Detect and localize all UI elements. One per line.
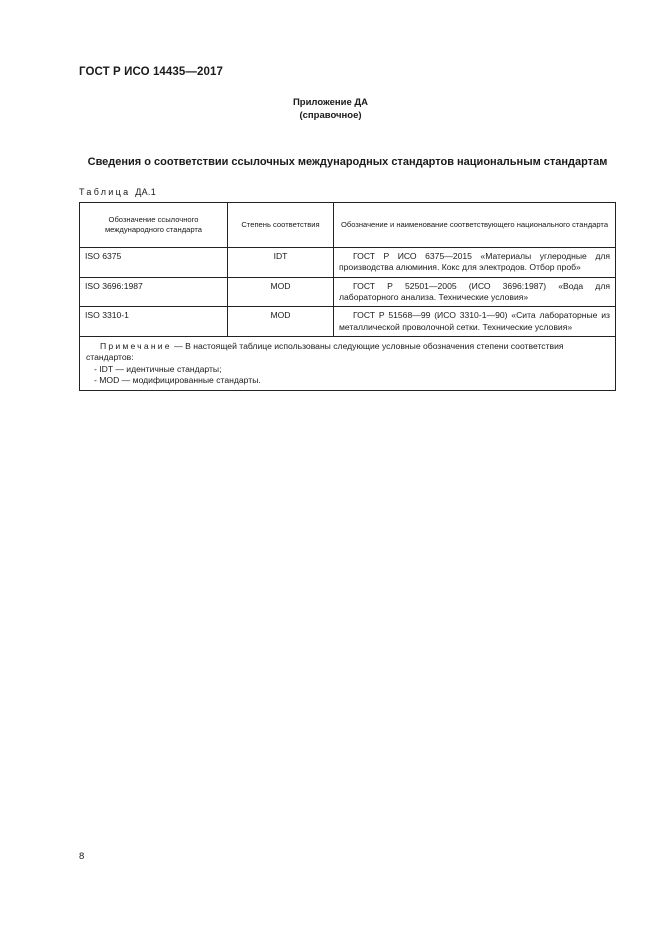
cell-national-standard: ГОСТ Р 52501—2005 (ИСО 3696:1987) «Вода для лабораторного анализа. Технические условия» [334, 277, 616, 307]
note-item: - IDT — идентичные стандарты; [94, 363, 222, 374]
cell-degree: MOD [228, 277, 334, 307]
cell-national-standard: ГОСТ Р ИСО 6375—2015 «Материалы углеродные для производства алюминия. Кокс для электродов. Отбор проб» [334, 248, 616, 278]
table-note [80, 337, 616, 391]
cell-national-standard: ГОСТ Р 51568—99 (ИСО 3310-1—90) «Сита лабораторные из металлической проволочной сетки. Технические условия» [334, 307, 616, 337]
header-national-standard: Обозначение и наименование соответствующего национального стандарта [334, 203, 616, 248]
header-intl-standard: Обозначение ссылочного международного стандарта [80, 203, 228, 248]
cell-intl-standard: ISO 3696:1987 [80, 277, 228, 307]
note-text: — В настоящей таблице использованы следующие условные обозначения степени соответствия стандартов: [86, 341, 564, 363]
table-header-row [80, 203, 616, 248]
cell-degree: IDT [228, 248, 334, 278]
header-degree: Степень соответствия [228, 203, 334, 248]
table-caption-number: ДА.1 [135, 187, 157, 197]
note-item: - MOD — модифицированные стандарты. [94, 375, 261, 386]
table-row [80, 248, 616, 278]
note-label: Примечание [100, 341, 172, 352]
cell-intl-standard: ISO 6375 [80, 248, 228, 278]
cell-degree: MOD [228, 307, 334, 337]
annex-kind: (справочное) [299, 110, 362, 121]
correspondence-table [79, 202, 616, 391]
table-row [80, 277, 616, 307]
annex-title: Приложение ДА [292, 97, 369, 108]
table-caption [79, 187, 156, 197]
table-caption-prefix: Таблица [79, 187, 131, 197]
table-row [80, 307, 616, 337]
section-heading: Сведения о соответствии ссылочных международных стандартов национальным стандартам [87, 156, 608, 168]
table-note-row [80, 337, 616, 391]
cell-intl-standard: ISO 3310-1 [80, 307, 228, 337]
document-header: ГОСТ Р ИСО 14435—2017 [79, 66, 224, 78]
page-number: 8 [79, 851, 85, 862]
